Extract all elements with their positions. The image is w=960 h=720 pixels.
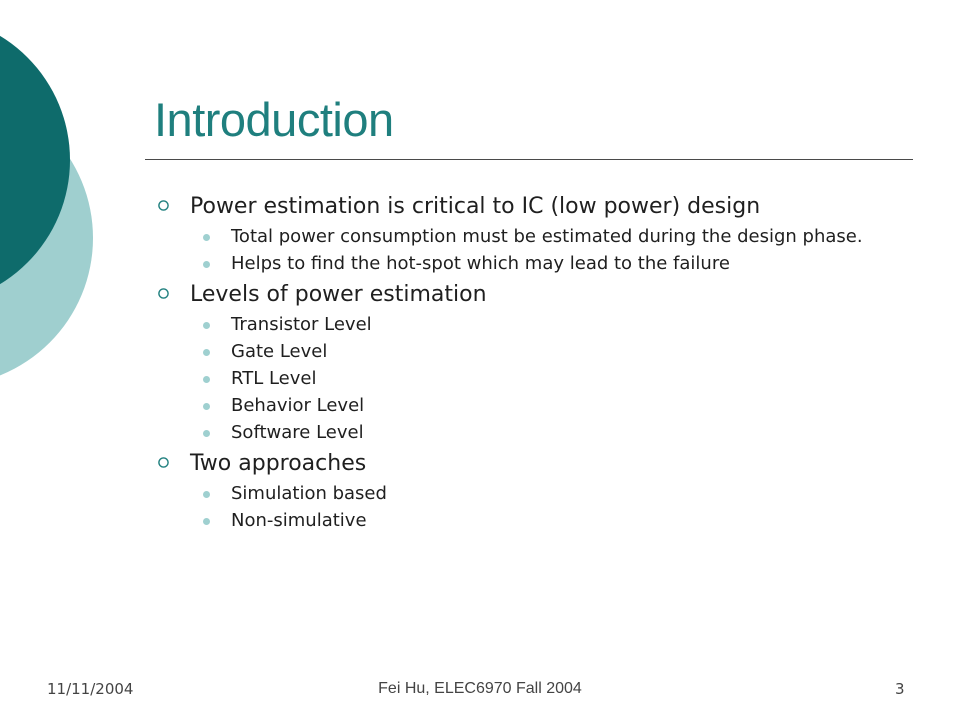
footer-date: 11/11/2004 bbox=[47, 680, 134, 698]
bullet-text: Helps to find the hot-spot which may lead to the failure bbox=[231, 253, 730, 274]
bullet-level1 bbox=[150, 447, 910, 481]
dot-bullet-icon bbox=[203, 349, 210, 356]
bullet-level2 bbox=[150, 481, 910, 508]
bullet-text: Non-simulative bbox=[231, 510, 367, 531]
dot-bullet-icon bbox=[203, 322, 210, 329]
bullet-level2 bbox=[150, 393, 910, 420]
dot-bullet-icon bbox=[203, 376, 210, 383]
bullet-text: Software Level bbox=[231, 422, 364, 443]
dot-bullet-icon bbox=[203, 518, 210, 525]
bullet-level2 bbox=[150, 339, 910, 366]
circle-bullet-icon bbox=[158, 288, 169, 299]
bullet-text: RTL Level bbox=[231, 368, 317, 389]
bullet-text: Transistor Level bbox=[231, 314, 372, 335]
circle-bullet-icon bbox=[158, 457, 169, 468]
bullet-level2 bbox=[150, 224, 910, 251]
dot-bullet-icon bbox=[203, 261, 210, 268]
bullet-level2 bbox=[150, 251, 910, 278]
bullet-text: Gate Level bbox=[231, 341, 328, 362]
footer-author-course: Fei Hu, ELEC6970 Fall 2004 bbox=[378, 680, 582, 697]
bullet-level2 bbox=[150, 420, 910, 447]
circle-bullet-icon bbox=[158, 200, 169, 211]
slide-number: 3 bbox=[895, 680, 905, 698]
bullet-level1 bbox=[150, 190, 910, 224]
bullet-level1 bbox=[150, 278, 910, 312]
bullet-level2 bbox=[150, 312, 910, 339]
slide-title: Introduction bbox=[154, 93, 394, 146]
bullet-text: Simulation based bbox=[231, 483, 387, 504]
bullet-level2 bbox=[150, 508, 910, 535]
slide-body bbox=[150, 190, 910, 535]
bullet-text: Levels of power estimation bbox=[190, 282, 487, 307]
dot-bullet-icon bbox=[203, 234, 210, 241]
dot-bullet-icon bbox=[203, 491, 210, 498]
dot-bullet-icon bbox=[203, 430, 210, 437]
bullet-text: Two approaches bbox=[190, 451, 367, 476]
bullet-text: Behavior Level bbox=[231, 395, 365, 416]
bullet-text: Power estimation is critical to IC (low power) design bbox=[190, 194, 761, 219]
decorative-circles bbox=[0, 0, 100, 380]
bullet-text: Total power consumption must be estimated during the design phase. bbox=[231, 226, 863, 247]
title-divider bbox=[145, 159, 913, 160]
dot-bullet-icon bbox=[203, 403, 210, 410]
bullet-level2 bbox=[150, 366, 910, 393]
